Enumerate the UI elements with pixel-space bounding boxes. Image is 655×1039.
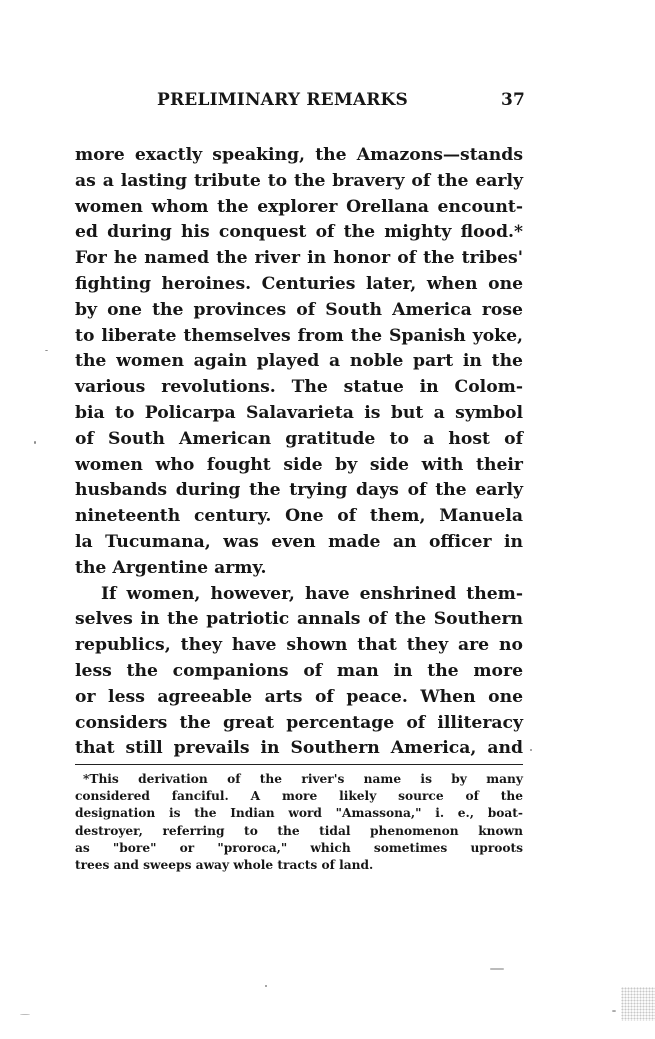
body-text (75, 143, 523, 762)
scan-speck (34, 441, 36, 444)
text-line: If women, however, have enshrined them- (101, 583, 523, 604)
text-line: For he named the river in honor of the tribes' (75, 248, 523, 269)
footnote-line: designation is the Indian word "Amassona," i. e., boat- (75, 806, 523, 821)
text-line: the Argentine army. (75, 557, 267, 578)
page-header (157, 90, 525, 116)
scan-noise (621, 987, 655, 1021)
text-line: nineteenth century. One of them, Manuela (75, 506, 523, 527)
text-line: of South American gratitude to a host of (75, 428, 523, 449)
footnote-line: *This derivation of the river's name is by many (83, 772, 523, 786)
text-line: as a lasting tribute to the bravery of the early (75, 170, 523, 191)
text-line: ed during his conquest of the mighty flood.* (75, 222, 523, 243)
scan-speck (45, 350, 48, 351)
text-line: various revolutions. The statue in Colom- (75, 377, 523, 398)
text-line: that still prevails in Southern America, and (75, 738, 523, 759)
text-line: to liberate themselves from the Spanish yoke, (75, 325, 523, 346)
text-line: bia to Policarpa Salavarieta is but a symbol (75, 402, 523, 423)
text-line: considers the great percentage of illiteracy (75, 712, 523, 733)
text-line: by one the provinces of South America rose (75, 299, 523, 320)
scan-speck (265, 985, 267, 987)
scan-speck (612, 1010, 616, 1012)
text-line: selves in the patriotic annals of the Southern (75, 609, 523, 630)
text-line: la Tucumana, was even made an officer in (75, 531, 523, 552)
text-line: husbands during the trying days of the early (75, 480, 523, 501)
text-line: fighting heroines. Centuries later, when one (75, 273, 523, 294)
text-line: republics, they have shown that they are no (75, 635, 523, 656)
footnote-line: trees and sweeps away whole tracts of land. (75, 857, 374, 872)
text-line: the women again played a noble part in the (75, 351, 523, 372)
scan-speck (530, 749, 532, 751)
footnote-line: as "bore" or "proroca," which sometimes uproots (75, 840, 523, 855)
running-title: PRELIMINARY REMARKS (157, 90, 409, 110)
footnote-divider (75, 764, 523, 765)
page-number: 37 (500, 90, 525, 110)
text-line: women who fought side by side with their (75, 454, 523, 475)
text-line: less the companions of man in the more (75, 660, 523, 681)
text-line: more exactly speaking, the Amazons—stands (75, 145, 523, 165)
scan-speck (20, 1014, 30, 1015)
footnote (75, 771, 523, 874)
text-line: or less agreeable arts of peace. When one (75, 686, 523, 707)
scan-speck (490, 968, 504, 970)
text-line: women whom the explorer Orellana encount- (75, 196, 523, 217)
footnote-line: considered fanciful. A more likely source of the (75, 789, 523, 804)
footnote-line: destroyer, referring to the tidal phenomenon known (75, 823, 523, 838)
